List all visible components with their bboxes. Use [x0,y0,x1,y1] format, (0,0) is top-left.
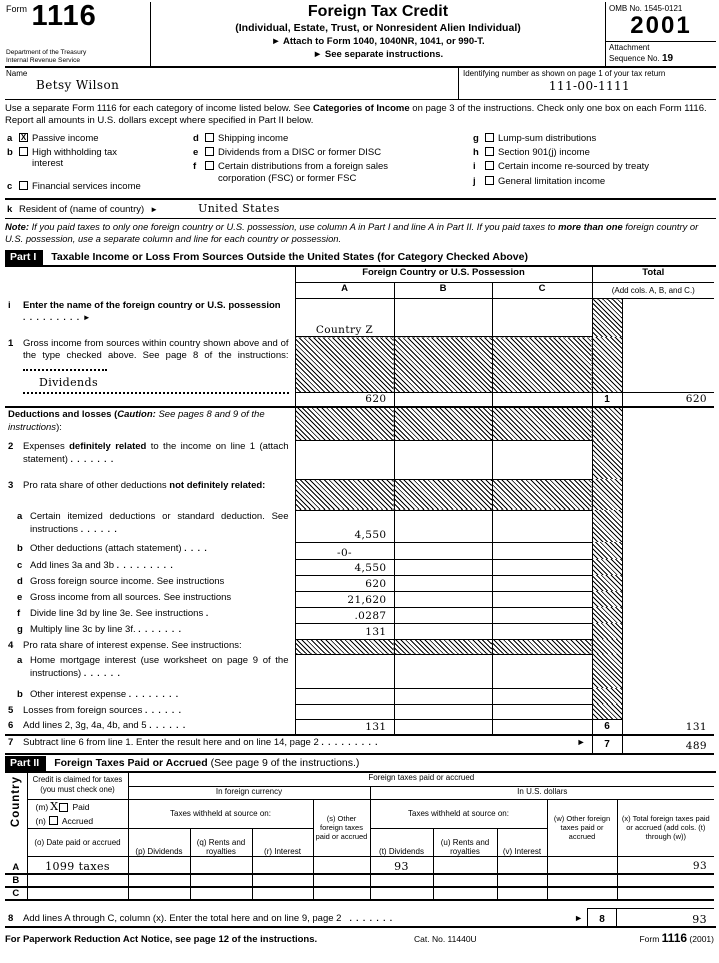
line-3c-label: c Add lines 3a and 3b . . . . . . . . . [17,560,174,572]
credit-claimed-header: Credit is claimed for taxes (you must check one) [27,773,128,799]
line-3b-label: b Other deductions (attach statement) . . . . [17,543,208,555]
country-name-a-field[interactable]: Country Z [295,299,394,337]
hatched-cell [592,510,622,542]
line-8-ref: 8 [587,908,617,926]
row-a-col-p-field[interactable] [128,856,190,874]
income-type-field[interactable]: Dividends [39,375,98,389]
hatched-cell [592,479,622,510]
line-3g-col-c-field[interactable] [492,623,592,639]
category-high-withholding[interactable]: b High withholding tax interest [7,147,118,170]
line-4b-col-a-field[interactable] [295,688,394,704]
hatched-cell [394,639,492,654]
name-label: Name [6,69,28,78]
line-6-total-field[interactable]: 131 [622,719,714,735]
line-4a-col-a-field[interactable] [295,654,394,688]
row-c-col-x-field[interactable] [617,887,714,900]
hatched-cell [394,337,492,393]
hatched-cell [394,479,492,510]
col-p-header: (p) Dividends [128,828,190,856]
row-b-col-v-field[interactable] [497,874,547,887]
omb-number: OMB No. 1545-0121 [609,4,683,13]
col-r-header: (r) Interest [252,828,313,856]
category-general-limitation[interactable]: j General limitation income [473,175,606,187]
hatched-cell [592,542,622,559]
hatched-cell [492,337,592,393]
row-b-col-r-field[interactable] [252,874,313,887]
row-c-col-u-field[interactable] [433,887,497,900]
country-axis-label: Country [9,776,22,828]
paperwork-notice: For Paperwork Reduction Act Notice, see page 12 of the instructions. [5,934,318,946]
line-3d-col-b-field[interactable] [394,575,492,591]
category-lump-sum[interactable]: g Lump-sum distributions [473,132,597,144]
line-4b-col-c-field[interactable] [492,688,592,704]
foreign-taxes-header: Foreign taxes paid or accrued [128,773,714,786]
row-b-letter: B [5,874,27,887]
hatched-cell [394,407,492,440]
foreign-currency-header: In foreign currency [128,786,370,799]
hatched-cell [295,407,394,440]
line-8-row [5,908,716,928]
line-5-col-b-field[interactable] [394,704,492,719]
line-1-col-b-field[interactable] [394,393,492,408]
checkbox-general-limitation[interactable] [485,176,494,185]
part2-label: Part II [5,756,46,771]
see-instructions: ► See separate instructions. [312,48,444,60]
line-2-col-b-field[interactable] [394,440,492,479]
column-group-header: Foreign Country or U.S. Possession [295,267,592,283]
category-financial-services[interactable]: c Financial services income [7,180,141,192]
line-3g-col-a-field[interactable]: 131 [295,623,394,639]
line-5-label: 5 Losses from foreign sources . . . . . . [8,705,182,717]
checkbox-lump-sum[interactable] [485,133,494,142]
line-3d-col-c-field[interactable] [492,575,592,591]
line-3f-col-c-field[interactable] [492,607,592,623]
row-c-col-s-field[interactable] [313,887,370,900]
column-a-header: A [295,283,394,299]
dept-treasury: Department of the Treasury [6,48,87,56]
hatched-cell [592,407,622,440]
checkbox-accrued[interactable] [49,816,58,825]
row-a-col-x-field[interactable]: 93 [617,856,714,874]
hatched-cell [592,688,622,704]
category-resourced-treaty[interactable]: i Certain income re-sourced by treaty [473,161,650,173]
checkbox-fsc-distributions[interactable] [205,161,214,170]
sequence-number: 19 [661,52,674,64]
line-6-col-a-field[interactable]: 131 [295,719,394,735]
row-b-date-field[interactable] [27,874,128,887]
row-c-col-r-field[interactable] [252,887,313,900]
form-title: Foreign Tax Credit [307,3,449,20]
line-3a-label: a Certain itemized deductions or standard deduction. See instructions . . . . . . [17,511,289,535]
part1-table [5,267,714,756]
line-2-col-a-field[interactable] [295,440,394,479]
hatched-cell [592,623,622,639]
row-a-col-u-field[interactable] [433,856,497,874]
col-s-header: (s) Other foreign taxes paid or accrued [313,799,370,856]
omb-block [605,2,716,66]
line-3g-label: g Multiply line 3c by line 3f. . . . . . . . [17,624,182,636]
category-shipping[interactable]: d Shipping income [193,132,289,144]
line-3c-col-c-field[interactable] [492,559,592,575]
line-1-col-c-field[interactable] [492,393,592,408]
arrow-icon: ► [82,313,91,323]
row-c-date-field[interactable] [27,887,128,900]
checkbox-disc-dividends[interactable] [205,147,214,156]
line-3e-col-a-field[interactable]: 21,620 [295,591,394,607]
row-a-letter: A [5,856,27,874]
row-c-letter: C [5,887,27,900]
part1-title: Taxable Income or Loss From Sources Outside the United States (for Category Checked Above) [51,250,528,263]
col-q-header: (q) Rents and royalties [190,828,252,856]
col-o-header: (o) Date paid or accrued [27,828,128,856]
form-number: 1116 [31,0,97,32]
row-c-col-w-field[interactable] [547,887,617,900]
line-4b-col-b-field[interactable] [394,688,492,704]
hatched-cell [592,607,622,623]
resident-country-row: k Resident of (name of country) ► United States [5,198,716,219]
line-3f-col-b-field[interactable] [394,607,492,623]
country-name-b-field[interactable] [394,299,492,337]
line-8-label: 8 Add lines A through C, column (x). Enter the total here and on line 9, page 2 . . . . . . . ► [8,913,583,925]
line-5-col-c-field[interactable] [492,704,592,719]
line-4a-col-c-field[interactable] [492,654,592,688]
identifying-number-label: Identifying number as shown on page 1 of your tax return [463,69,666,78]
line-7-total-field[interactable]: 489 [622,735,714,754]
row-c-col-v-field[interactable] [497,887,547,900]
form-footer-id: Form 1116 (2001) [639,931,714,946]
hatched-cell [492,479,592,510]
hatched-cell [492,639,592,654]
income-category-checkboxes [5,130,716,199]
line-i-label: i Enter the name of the foreign country or U.S. possession . . . . . . . . . ► [8,299,281,323]
row-a-col-q-field[interactable] [190,856,252,874]
hatched-cell [295,479,394,510]
line-3e-label: e Gross income from all sources. See instructions [17,592,232,604]
line-3e-col-c-field[interactable] [492,591,592,607]
resident-country-field[interactable]: United States [198,202,280,216]
identifying-number-field[interactable]: 111-00-1111 [548,79,631,93]
line-1-col-a-field[interactable]: 620 [295,393,394,408]
hatched-cell [592,440,622,479]
form-number-block [5,2,151,66]
row-a-col-w-field[interactable] [547,856,617,874]
line-3b-col-c-field[interactable] [492,542,592,559]
hatched-cell [592,654,622,688]
row-a-col-s-field[interactable] [313,856,370,874]
checkbox-passive-income[interactable]: X [20,132,27,142]
line-3f-label: f Divide line 3d by line 3e. See instructions . [17,608,210,620]
paid-check-mark: X [50,799,59,813]
catalog-number: Cat. No. 11440U [414,934,477,945]
row-b-col-u-field[interactable] [433,874,497,887]
row-b-col-t-field[interactable] [370,874,433,887]
form-subtitle: (Individual, Estate, Trust, or Nonresident Alien Individual) [235,21,521,34]
withheld-us-header: Taxes withheld at source on: [370,799,547,828]
form-word: Form [6,4,27,14]
form-header [5,2,716,68]
identity-row [5,68,716,100]
hatched-cell [295,337,394,393]
row-a-col-r-field[interactable] [252,856,313,874]
col-t-header: (t) Dividends [370,828,433,856]
form-title-block [151,2,605,66]
hatched-cell [592,559,622,575]
line-3b-col-a-field[interactable]: -0- [295,542,394,559]
line-6-col-b-field[interactable] [394,719,492,735]
col-x-header: (x) Total foreign taxes paid or accrued (add cols. (t) through (w)) [617,799,714,856]
dotted-leader [23,391,289,394]
line-3e-col-b-field[interactable] [394,591,492,607]
checkbox-financial-services[interactable] [19,181,28,190]
line-3c-col-b-field[interactable] [394,559,492,575]
line-1-total-field[interactable]: 620 [622,393,714,408]
arrow-icon: ► [150,205,159,215]
withheld-foreign-header: Taxes withheld at source on: [128,799,313,828]
arrow-icon: ► [574,913,583,924]
line-8-total-field[interactable]: 93 [617,908,714,926]
category-disc-dividends[interactable]: e Dividends from a DISC or former DISC [193,147,382,159]
line-6-ref: 6 [592,719,622,735]
line-6-label: 6 Add lines 2, 3g, 4a, 4b, and 5 . . . . . . [5,719,295,735]
line-3c-col-a-field[interactable]: 4,550 [295,559,394,575]
attachment-label: Attachment [609,42,650,52]
paid-accrued-checkboxes [27,799,128,828]
row-b-col-x-field[interactable] [617,874,714,887]
line-7-label: 7 Subtract line 6 from line 1. Enter the result here and on line 14, page 2 . . . . . . . . . ► [5,735,592,754]
checkbox-resourced-treaty[interactable] [485,161,494,170]
checkbox-high-withholding[interactable] [19,147,28,156]
note-paragraph: Note: If you paid taxes to only one foreign country or U.S. possession, use column A in Part I and line A in Part II. If you paid taxes to more than one foreign country or U.S. possession, use a separate column and line for each country or possession. [5,221,699,245]
category-fsc-distributions[interactable]: f Certain distributions from a foreign sales corporation (FSC) or former FSC [193,161,389,184]
checkbox-section-901j[interactable] [485,147,494,156]
dotted-leader [23,362,107,371]
resident-label: Resident of (name of country) [19,204,145,216]
accrued-option[interactable]: (n) Accrued [35,815,94,826]
page-footer [5,928,716,945]
deductions-heading: Deductions and losses (Caution: See pages 8 and 9 of the instructions): [8,409,265,433]
intro-paragraph: Use a separate Form 1116 for each category of income listed below. See Categories of Income on page 3 of the instructions. Check only one box on each Form 1116. Report all amounts in U.S. dollars except where specified in Part II below. [5,103,707,127]
hatched-cell [592,704,622,719]
hatched-cell [592,575,622,591]
name-field[interactable]: Betsy Wilson [36,78,120,92]
arrow-icon: ► [576,737,586,748]
hatched-cell [492,407,592,440]
part2-table [5,773,714,901]
us-dollars-header: In U.S. dollars [370,786,714,799]
row-c-col-t-field[interactable] [370,887,433,900]
line-5-col-a-field[interactable] [295,704,394,719]
line-3-label: 3 Pro rata share of other deductions not definitely related: [8,480,266,492]
hatched-cell [295,639,394,654]
hatched-cell [592,337,622,393]
line-2-label: 2 Expenses definitely related to the income on line 1 (attach statement) . . . . . . . [8,441,289,465]
category-section-901j[interactable]: h Section 901(j) income [473,147,590,159]
line-3a-col-b-field[interactable] [394,510,492,542]
total-header: Total [592,267,714,283]
sequence-label: Sequence No. [609,53,660,63]
line-6-col-c-field[interactable] [492,719,592,735]
line-3d-col-a-field[interactable]: 620 [295,575,394,591]
row-a-date-field[interactable]: 1099 taxes [27,856,128,874]
column-c-header: C [492,283,592,299]
column-b-header: B [394,283,492,299]
hatched-cell [592,639,622,654]
dept-irs: Internal Revenue Service [6,56,81,64]
checkbox-paid[interactable] [59,803,68,812]
line-1-ref: 1 [592,393,622,408]
col-u-header: (u) Rents and royalties [433,828,497,856]
line-3b-col-b-field[interactable] [394,542,492,559]
col-w-header: (w) Other foreign taxes paid or accrued [547,799,617,856]
row-a-col-t-field[interactable]: 93 [370,856,433,874]
part1-label: Part I [5,250,43,265]
line-4a-label: a Home mortgage interest (use worksheet on page 9 of the instructions) . . . . . . [17,655,289,679]
line-7-ref: 7 [592,735,622,754]
col-v-header: (v) Interest [497,828,547,856]
line-3a-col-c-field[interactable] [492,510,592,542]
row-a-col-v-field[interactable] [497,856,547,874]
line-4a-col-b-field[interactable] [394,654,492,688]
part1-header-bar [5,250,716,267]
line-4b-label: b Other interest expense . . . . . . . . [17,689,180,701]
row-b-col-q-field[interactable] [190,874,252,887]
line-1-label: 1 Gross income from sources within country shown above and of the type checked above. See page 8 of the instructions: Dividends [5,337,295,408]
hatched-cell [592,299,622,337]
line-3f-col-a-field[interactable]: .0287 [295,607,394,623]
part2-header-bar [5,756,716,773]
category-passive-income[interactable]: a X Passive income [7,132,99,144]
row-b-col-s-field[interactable] [313,874,370,887]
part2-title: Foreign Taxes Paid or Accrued (See page 9 of the instructions.) [54,757,360,770]
paid-option[interactable]: (m) X Paid [35,799,90,813]
total-subheader: (Add cols. A, B, and C.) [592,283,714,299]
line-3d-label: d Gross foreign source income. See instructions [17,576,225,588]
row-c-col-p-field[interactable] [128,887,190,900]
line-4-label: 4 Pro rata share of interest expense. See instructions: [8,640,242,652]
line-2-col-c-field[interactable] [492,440,592,479]
row-b-col-w-field[interactable] [547,874,617,887]
attach-instruction: ► Attach to Form 1040, 1040NR, 1041, or 990-T. [271,35,485,47]
checkbox-shipping[interactable] [205,133,214,142]
line-3g-col-b-field[interactable] [394,623,492,639]
tax-year: 2001 [630,12,692,39]
row-c-col-q-field[interactable] [190,887,252,900]
country-name-c-field[interactable] [492,299,592,337]
hatched-cell [592,591,622,607]
line-3a-col-a-field[interactable]: 4,550 [295,510,394,542]
row-b-col-p-field[interactable] [128,874,190,887]
